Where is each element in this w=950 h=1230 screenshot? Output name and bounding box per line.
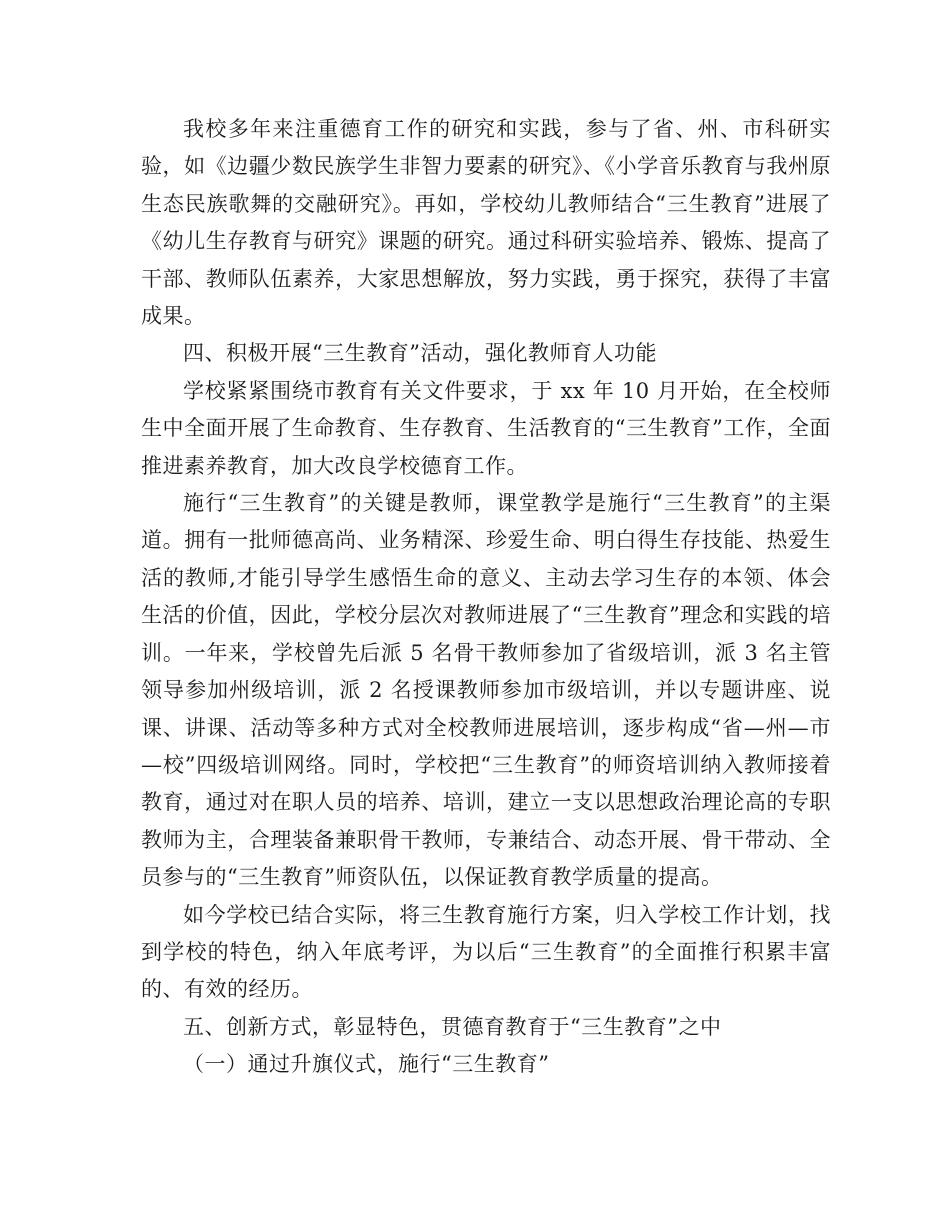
paragraph-plan: 如今学校已结合实际，将三生教育施行方案，归入学校工作计划，找到学校的特色，纳入年底考评，为以后“三生教育”的全面推行积累丰富的、有效的经历。 [141,902,831,1002]
paragraph-activities: 学校紧紧围绕市教育有关文件要求，于 xx 年 10 月开始，在全校师生中全面开展了生命教育、生存教育、生活教育的“三生教育”工作，全面推进素养教育，加大改良学校德育工作。 [141,378,831,478]
document-body [141,111,831,1084]
paragraph-research: 我校多年来注重德育工作的研究和实践，参与了省、州、市科研实验，如《边疆少数民族学生非智力要素的研究》、《小学音乐教育与我州原生态民族歌舞的交融研究》。再如，学校幼儿教师结合“三生教育”进展了《幼儿生存教育与研究》课题的研究。通过科研实验培养、锻炼、提高了干部、教师队伍素养，大家思想解放，努力实践，勇于探究，获得了丰富成果。 [141,117,831,329]
section-heading-four: 四、积极开展“三生教育”活动，强化教师育人功能 [183,341,657,366]
subsection-heading-one: （一）通过升旗仪式，施行“三生教育” [183,1052,550,1077]
paragraph-teacher-training: 施行“三生教育”的关键是教师，课堂教学是施行“三生教育”的主渠道。拥有一批师德高尚、业务精深、珍爱生命、明白得生存技能、热爱生活的教师,才能引导学生感悟生命的意义、主动去学习生存的本领、体会生活的价值，因此，学校分层次对教师进展了“三生教育”理念和实践的培训。一年来，学校曾先后派 5 名骨干教师参加了省级培训，派 3 名主管领导参加州级培训，派 2 名授课教师参加市级培训，并以专题讲座、说课、讲课、活动等多种方式对全校教师进展培训，逐步构成“省—州—市—校”四级培训网络。同时，学校把“三生教育”的师资培训纳入教师接着教育，通过对在职人员的培养、培训，建立一支以思想政治理论高的专职教师为主，合理装备兼职骨干教师，专兼结合、动态开展、骨干带动、全员参与的“三生教育”师资队伍，以保证教育教学质量的提高。 [141,491,831,890]
section-heading-five: 五、创新方式，彰显特色，贯德育教育于“三生教育”之中 [183,1014,722,1039]
